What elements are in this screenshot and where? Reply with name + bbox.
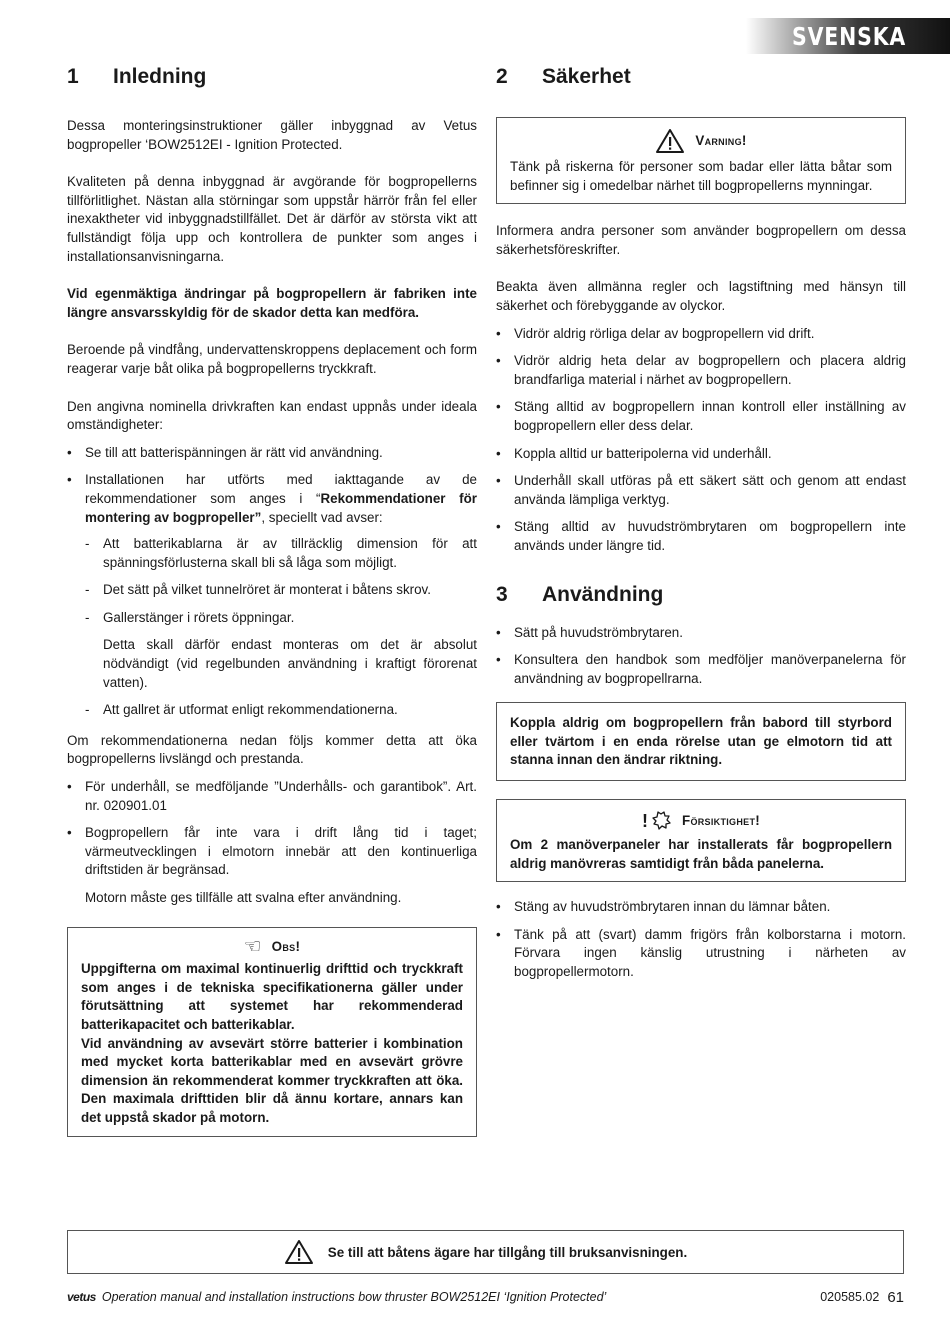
section-number: 2 <box>496 65 508 88</box>
direction-notice-box <box>496 702 906 781</box>
list-item <box>67 824 477 907</box>
obs-text: Vid användning av avsevärt större batterier i kombination med mycket korta batterikablar med en avsevärt grövre dimension än rekommenderat kommer tryckkraften att öka. Den maximala drifttiden blir då ännu kortare, annars kan det uppstå skador på motorn. <box>81 1035 463 1125</box>
caution-box <box>496 799 906 882</box>
section-title: Säkerhet <box>542 65 631 88</box>
list-item: • Stäng alltid av huvudströmbrytaren om bogpropellern inte används under längre tid. <box>496 518 906 555</box>
list-item: • Se till att batterispänningen är rätt vid användning. <box>67 444 477 463</box>
direction-notice-text: Koppla aldrig om bogpropellern från babord till styrbord eller tvärtom i en enda rörelse utan ge elmotorn tid att stanna innan den ändrar riktning. <box>510 715 892 768</box>
list-item-text: , speciellt vad avser: <box>261 509 383 525</box>
warning-triangle-icon <box>284 1239 314 1265</box>
maintenance-list <box>67 778 477 908</box>
sub-list-item: - Det sätt på vilket tunnelröret är monterat i båtens skrov. <box>85 581 477 600</box>
vetus-logo: vetus <box>67 1290 96 1304</box>
list-item: • Tänk på att (svart) damm frigörs från kolborstarna i motorn. Förvara ingen känslig utrustning i närheten av bogpropellermotorn. <box>496 926 906 982</box>
list-item: • Sätt på huvudströmbrytaren. <box>496 624 906 643</box>
list-item: • Vidrör aldrig rörliga delar av bogpropellern vid drift. <box>496 325 906 344</box>
warning-label: Varning! <box>695 132 747 148</box>
caution-mark <box>642 810 672 832</box>
sub-list-item-text: Gallerstänger i rörets öppningar. <box>103 609 295 625</box>
page-number: 61 <box>887 1288 904 1306</box>
right-column <box>496 60 906 991</box>
caution-header <box>510 810 892 832</box>
liability-paragraph: Vid egenmäktiga ändringar på bogpropellern är fabriken inte längre ansvarsskyldig för de skador detta kan medföra. <box>67 286 477 320</box>
list-item: • Konsultera den handbok som medföljer manöverpanelerna för användning av bogpropellrarna. <box>496 651 906 688</box>
language-tab <box>746 18 950 54</box>
sub-list <box>85 535 477 720</box>
caution-text: Om 2 manöverpaneler har installerats får bogpropellern aldrig manövreras samtidigt från båda panelerna. <box>510 837 892 871</box>
language-label: SVENSKA <box>791 22 906 51</box>
obs-header <box>81 935 463 958</box>
nominal-force-paragraph: Den angivna nominella drivkraften kan endast uppnås under ideala omständigheter: <box>67 398 477 433</box>
notice-text: Se till att båtens ägare har tillgång till bruksanvisningen. <box>327 1244 688 1260</box>
warning-header <box>510 128 892 154</box>
section-3-heading <box>496 578 906 612</box>
section-title: Användning <box>542 582 664 606</box>
list-item-note: Motorn måste ges tillfälle att svalna efter användning. <box>85 890 402 905</box>
warning-triangle-icon <box>655 128 685 154</box>
caution-label: Försiktighet! <box>681 812 761 828</box>
left-column <box>67 60 477 1137</box>
recommendations-reference: Rekommendationer för montering av bogpropeller” <box>85 490 477 525</box>
section-1-heading <box>67 60 477 94</box>
obs-label: Obs! <box>271 938 301 954</box>
document-title: Operation manual and installation instructions bow thruster BOW2512EI ‘Ignition Protected’ <box>101 1290 607 1304</box>
document-code: 020585.02 <box>820 1290 880 1304</box>
sub-list-item <box>85 609 477 692</box>
quality-paragraph: Kvaliteten på denna inbyggnad är avgörande för bogpropellerns tillförlitlighet. Nästan alla störningar som uppstår härrör från fel eller inexaktheter vid inbyggnadstillfället. Det är därför av största vikt att fullständigt följa upp och kontrollera de punkter som anges i installationsanvisningarna. <box>67 174 477 264</box>
sub-list-item: - Att batterikablarna är av tillräcklig dimension för att spänningsförlusterna skall bli så låga som möjligt. <box>85 535 477 572</box>
list-item: • Vidrör aldrig heta delar av bogpropellern och placera aldrig brandfarliga material i närhet av bogpropellern. <box>496 352 906 389</box>
sub-list-item: - Att gallret är utformat enligt rekommendationerna. <box>85 701 477 720</box>
intro-paragraph: Dessa monteringsinstruktioner gäller inbyggnad av Vetus bogpropeller ‘BOW2512EI - Ignition Protected. <box>67 118 477 152</box>
page-footer <box>67 1287 904 1307</box>
usage-list <box>496 624 906 689</box>
owner-manual-notice <box>67 1230 904 1274</box>
sub-list-note: Detta skall därför endast monteras om det är absolut nödvändigt (vid regelbunden användning i kraftigt förorenat vatten). <box>103 637 477 690</box>
list-item: • Koppla alltid ur batteripolerna vid underhåll. <box>496 445 906 464</box>
list-item: • Underhåll skall utföras på ett säkert sätt och genom att endast använda lämpliga verktyg. <box>496 472 906 509</box>
exclamation-icon: ! <box>641 810 648 831</box>
list-item: • Stäng av huvudströmbrytaren innan du lämnar båten. <box>496 898 906 917</box>
obs-text: Uppgifterna om maximal kontinuerlig drifttid och tryckkraft som anges i de tekniska specifikationerna gäller under förutsättning att systemet har rekommenderad batterikapacitet och batterikablar. <box>81 961 463 1032</box>
final-usage-list <box>496 898 906 981</box>
pointing-hand-icon: ☜ <box>243 935 262 958</box>
gear-icon <box>652 810 672 832</box>
list-item-text: Bogpropellern får inte vara i drift lång tid i taget; värmeutvecklingen i elmotorn innebär att den kontinuerliga driftstiden är begränsad. <box>85 825 477 878</box>
safety-list <box>496 325 906 556</box>
list-item <box>67 471 477 720</box>
section-2-heading <box>496 60 906 94</box>
list-item: • För underhåll, se medföljande ”Underhålls- och garantibok”. Art. nr. 020901.01 <box>67 778 477 815</box>
warning-box <box>496 117 906 204</box>
section-number: 1 <box>67 65 79 88</box>
inform-paragraph: Informera andra personer som använder bogpropellern om dessa säkerhetsföreskrifter. <box>496 223 906 257</box>
recommendations-paragraph: Om rekommendationerna nedan följs kommer detta att öka bogpropellerns livslängd och prestanda. <box>67 732 477 767</box>
obs-box <box>67 927 477 1137</box>
list-item-text: Installationen har utförts med iakttagande av de rekommendationer som anges i “ <box>85 472 477 506</box>
section-title: Inledning <box>113 65 207 88</box>
regulations-paragraph: Beakta även allmänna regler och lagstiftning med hänsyn till säkerhet och förebyggande av olyckor. <box>496 279 906 313</box>
conditions-list <box>67 444 477 720</box>
warning-text: Tänk på riskerna för personer som badar eller lätta båtar som befinner sig i omedelbar närhet till bogpropellerns mynningar. <box>510 159 892 193</box>
list-item: • Stäng alltid av bogpropellern innan kontroll eller inställning av bogpropellern eller dess delar. <box>496 398 906 435</box>
boat-reaction-paragraph: Beroende på vindfång, undervattenskroppens deplacement och form reagerar varje båt olika på bogpropellerns tryckkraft. <box>67 342 477 376</box>
section-number: 3 <box>496 582 508 606</box>
